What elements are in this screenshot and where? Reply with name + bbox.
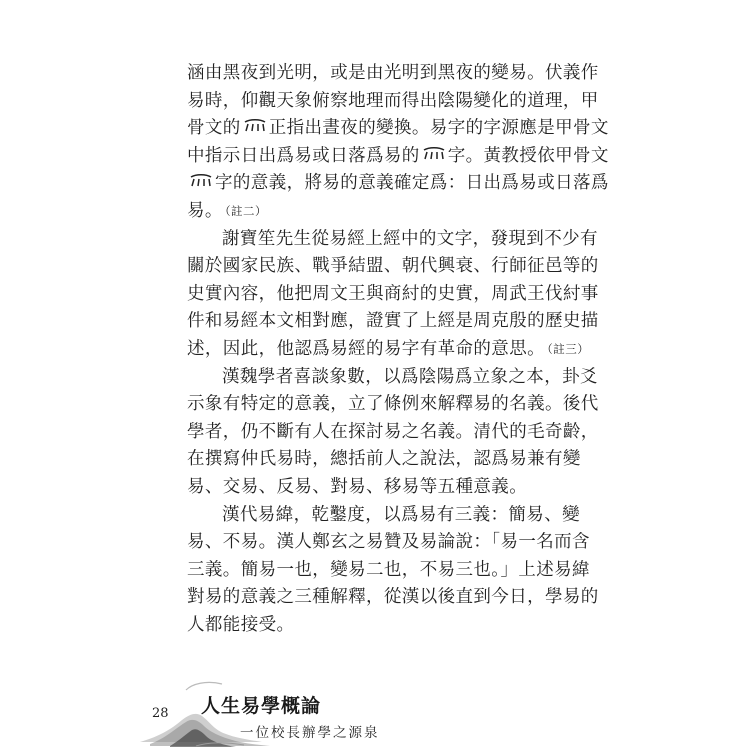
page-footer [0, 650, 750, 750]
footnote-marker: （註三） [547, 341, 590, 356]
text-segment: 件和易經本文相對應，證實了上經是周克殷的歷史描 [187, 311, 599, 332]
text-line [187, 60, 599, 88]
text-segment: 示象有特定的意義，立了條例來解釋易的名義。後代 [187, 394, 599, 415]
text-line [187, 446, 581, 474]
text-segment: 易時，仰觀天象俯察地理而得出陰陽變化的道理，甲 [187, 90, 599, 111]
text-segment: 謝寶笙先生從易經上經中的文字，發現到不少有 [222, 228, 598, 249]
text-line [187, 502, 580, 530]
text-segment: 三義。簡易一也，變易二也，不易三也。」上述易緯 [187, 559, 590, 580]
paragraph [187, 226, 599, 364]
text-line [187, 391, 599, 419]
text-line [187, 474, 557, 502]
text-line [187, 253, 599, 281]
text-line [187, 115, 609, 143]
text-segment: 易、不易。漢人鄭玄之易贊及易論說：「易一名而含 [187, 532, 590, 553]
text-segment: 漢代易緯，乾鑿度，以爲易有三義：簡易、變 [222, 504, 580, 525]
text-segment: 史實內容，他把周文王與商紂的史實，周武王伐紂事 [187, 283, 599, 304]
text-line [187, 364, 598, 392]
text-line [187, 198, 557, 226]
text-line [187, 584, 599, 612]
body-text [187, 60, 609, 639]
text-line [187, 226, 598, 254]
book-title: 人生易學概論 [201, 695, 322, 717]
text-segment: 對易的意義之三種解釋，從漢以後直到今日，學易的 [187, 587, 599, 608]
text-segment: 學者，仍不斷有人在探討易之名義。清代的毛奇齡， [187, 421, 599, 442]
oracle-bone-yi-icon [242, 118, 268, 132]
paragraph [187, 364, 599, 502]
text-segment: 易。 [187, 200, 223, 221]
text-line [187, 529, 590, 557]
text-line [187, 612, 557, 640]
page-number: 28 [152, 706, 169, 721]
text-line [187, 419, 599, 447]
text-line [187, 88, 599, 116]
text-segment: 字。黃教授依甲骨文 [447, 145, 609, 166]
text-segment: 涵由黑夜到光明，或是由光明到黑夜的變易。伏義作 [187, 63, 599, 83]
text-line [187, 170, 609, 198]
text-segment: 在撰寫仲氏易時，總括前人之說法，認爲易兼有變 [187, 449, 581, 470]
footnote-marker: （註二） [224, 203, 268, 218]
text-segment: 骨文的 [187, 118, 241, 139]
text-line [187, 143, 609, 171]
book-subtitle: 一位校長辦學之源泉 [240, 725, 380, 741]
text-line [187, 308, 599, 336]
oracle-bone-yi-icon [421, 146, 447, 160]
text-line [187, 557, 590, 585]
text-segment: 中指示日出爲易或日落爲易的 [187, 145, 420, 166]
text-segment: 述，因此，他認爲易經的易字有革命的意思。 [187, 338, 545, 359]
paragraph [187, 60, 609, 226]
paragraph [187, 502, 599, 640]
oracle-bone-yi-icon [188, 173, 214, 187]
text-segment: 正指出晝夜的變換。易字的字源應是甲骨文 [268, 118, 609, 139]
text-segment: 字的意義，將易的意義確定爲：日出爲易或日落爲 [215, 173, 609, 194]
text-segment: 易、交易、反易、對易、移易等五種意義。 [187, 476, 528, 497]
text-line [187, 281, 599, 309]
text-segment: 關於國家民族、戰爭結盟、朝代興衰、行師征邑等的 [187, 256, 599, 277]
text-line [187, 336, 590, 364]
text-segment: 漢魏學者喜談象數，以爲陰陽爲立象之本，卦爻 [222, 366, 598, 387]
text-segment: 人都能接受。 [187, 614, 295, 635]
